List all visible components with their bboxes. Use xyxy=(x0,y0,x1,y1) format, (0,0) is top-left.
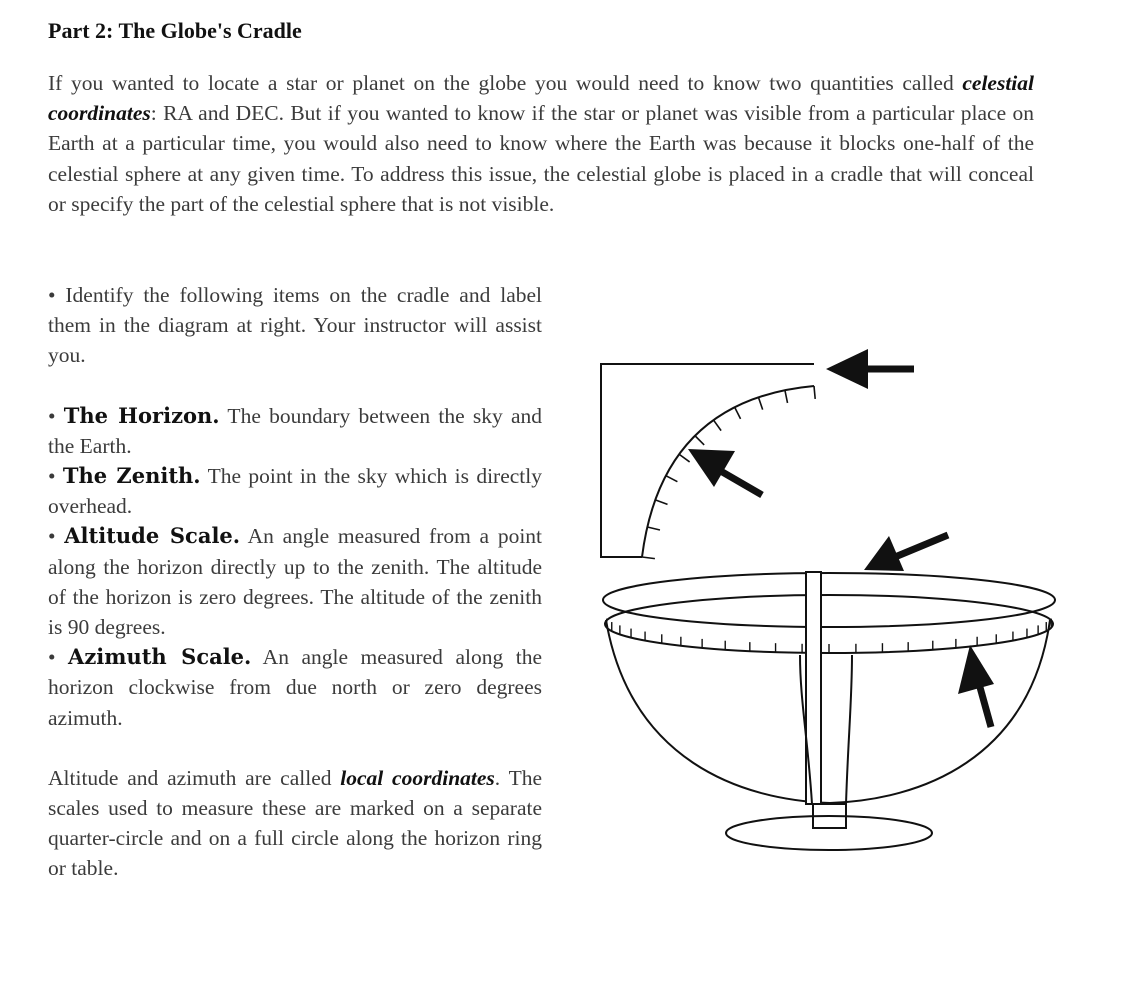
item-azimuth-scale xyxy=(48,642,542,733)
item-bullet: • xyxy=(48,645,69,670)
item-text-azimuth-scale: An angle measured along the horizon clockwise from due north or zero degrees azimuth. xyxy=(48,645,542,730)
item-zenith xyxy=(48,461,542,521)
arrow-shaft xyxy=(895,535,948,557)
item-bullet: • xyxy=(48,403,64,428)
closing-paragraph xyxy=(48,763,542,884)
quadrant-tick xyxy=(785,390,788,403)
left-column xyxy=(48,280,542,884)
arrow-head xyxy=(826,349,868,389)
item-term-horizon: The Horizon. xyxy=(63,402,220,428)
closing-text-end: . The scales used to measure these are marked on a separate quarter-circle and on a full circle along the horizon ring or table. xyxy=(48,765,542,881)
item-text-horizon: The boundary between the sky and the Earth. xyxy=(48,403,543,458)
item-altitude-scale xyxy=(48,521,542,642)
arrow-azimuth-scale xyxy=(958,645,994,727)
item-text-altitude-scale: An angle measured from a point along the horizon directly up to the zenith. The altitude of the horizon is zero degrees. The altitude of the zenith is 90 degrees. xyxy=(48,524,543,640)
intro-text-start: If you wanted to locate a star or planet on the globe you would need to know two quantities called xyxy=(48,71,963,95)
item-term-altitude-scale: Altitude Scale. xyxy=(64,523,241,549)
azimuth-ticks xyxy=(607,619,1051,653)
arrow-top-right xyxy=(826,349,914,389)
horizon-ring-outer xyxy=(603,573,1055,627)
arrow-head xyxy=(688,449,735,487)
quadrant-tick xyxy=(647,527,660,530)
item-term-azimuth-scale: Azimuth Scale. xyxy=(68,644,252,670)
quadrant-tick xyxy=(814,386,815,399)
quadrant-tick xyxy=(666,476,678,482)
item-horizon xyxy=(48,401,542,461)
arrow-quadrant-arc xyxy=(688,449,762,495)
quadrant-tick xyxy=(735,407,741,419)
arrow-horizon-ring xyxy=(864,535,948,571)
quadrant-tick xyxy=(714,420,722,431)
intro-text-end: : RA and DEC. But if you wanted to know if the star or planet was visible from a particular place on Earth at a particular time, you would also need to know where the Earth was because it blocks one-half of the celestial sphere at any given time. To address this issue, the celestial globe is placed in a cradle that will conceal or specify the part of the celestial sphere that is not visible. xyxy=(48,101,1034,216)
support-right xyxy=(846,655,852,804)
item-bullet: • xyxy=(48,464,63,489)
item-bullet: • xyxy=(48,524,65,549)
intro-paragraph xyxy=(48,68,1034,219)
quadrant-tick xyxy=(655,500,667,504)
intro-term-celestial-coordinates: celestial coordinates xyxy=(48,71,1034,126)
instruction-paragraph: • Identify the following items on the cradle and label them in the diagram at right. Your instructor will assist you. xyxy=(48,283,542,368)
closing-text-start: Altitude and azimuth are called xyxy=(48,765,341,790)
quadrant-tick xyxy=(642,557,655,559)
closing-term-local-coordinates: local coordinates xyxy=(340,765,495,790)
item-text-zenith: The point in the sky which is directly overhead. xyxy=(48,464,542,519)
quadrant-tick xyxy=(679,454,690,462)
page-title: Part 2: The Globe's Cradle xyxy=(48,18,302,43)
quadrant-tick xyxy=(695,436,704,445)
item-term-zenith: The Zenith. xyxy=(62,463,201,489)
arrow-head xyxy=(958,645,994,694)
cradle-diagram xyxy=(560,330,1080,870)
quadrant-tick xyxy=(758,397,762,409)
